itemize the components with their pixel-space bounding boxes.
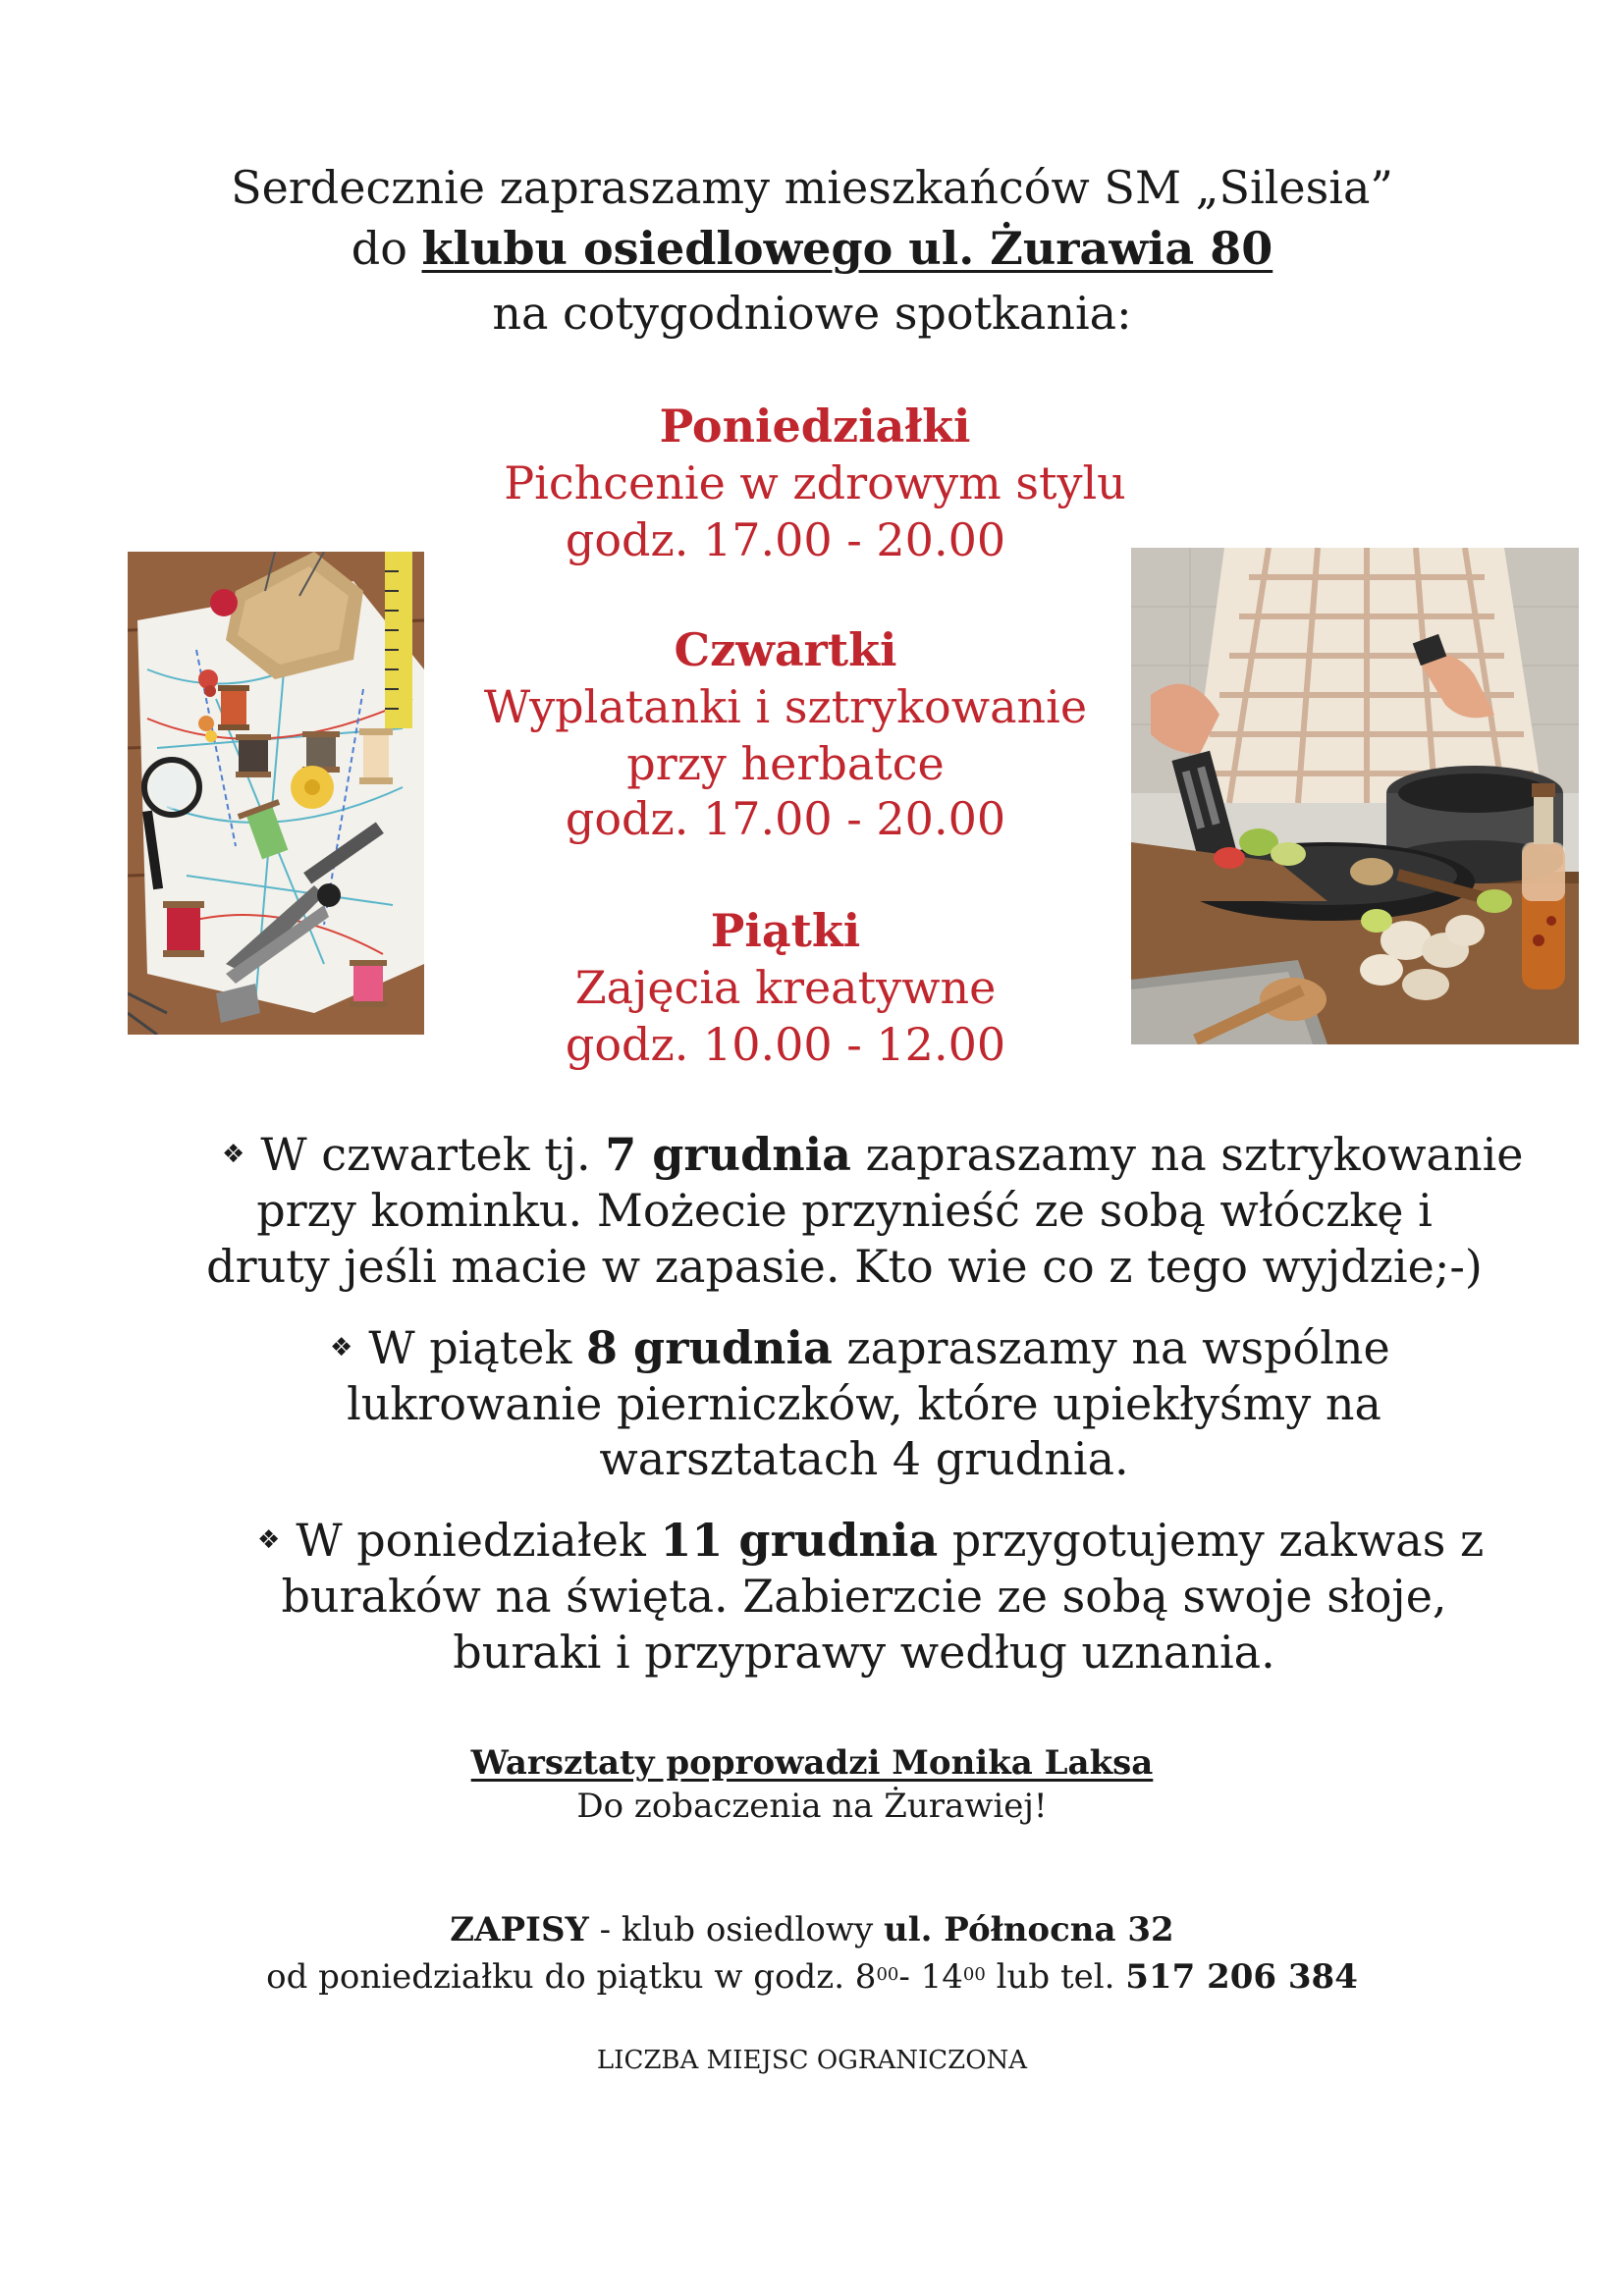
announcement-3-line-1: [257, 1513, 1484, 1573]
announcement-1-prefix: W czwartek tj.: [260, 1128, 606, 1181]
workshop-host: [0, 1741, 1624, 1785]
announcement-2-prefix: W piątek: [368, 1321, 587, 1374]
announcement-2-line-3: warsztatach 4 grudnia.: [599, 1432, 1129, 1485]
announcement-1-suffix: zapraszamy na sztrykowanie: [850, 1128, 1524, 1181]
greeting: Do zobaczenia na Żurawiej!: [576, 1787, 1048, 1826]
limited-seats: LICZBA MIEJSC OGRANICZONA: [596, 2046, 1028, 2075]
announcement-1-line-3: druty jeśli macie w zapasie. Kto wie co z tego wyjdzie;-): [206, 1240, 1483, 1293]
announcement-1-date: 7 grudnia: [605, 1128, 851, 1181]
sewing-supplies-image: [128, 552, 424, 1035]
announcement-1-line-1: [222, 1127, 1524, 1187]
intro-line-2-prefix: do: [351, 222, 422, 275]
announcement-3-suffix: przygotujemy zakwas z: [938, 1514, 1485, 1567]
intro-line-2: [0, 218, 1624, 279]
signup-line: [0, 1908, 1624, 1951]
monday-activity: Pichcenie w zdrowym stylu: [504, 456, 1126, 509]
phone-number: 517 206 384: [1125, 1957, 1358, 1997]
thursday-activity-line-2: przy herbatce: [626, 737, 945, 790]
friday-hours: godz. 10.00 - 12.00: [565, 1018, 1006, 1071]
diamond-bullet-icon: ❖: [257, 1524, 281, 1555]
monday-hours: godz. 17.00 - 20.00: [565, 513, 1006, 566]
hours-sup-1: 00: [876, 1964, 899, 1985]
friday-heading: Piątki: [710, 904, 861, 957]
thursday-heading: Czwartki: [674, 623, 897, 676]
announcement-2-date: 8 grudnia: [586, 1321, 833, 1374]
thursday-activity-line-1: Wyplatanki i sztrykowanie: [483, 680, 1088, 733]
cooking-image: [1131, 548, 1579, 1044]
signup-mid: - klub osiedlowy: [588, 1910, 884, 1949]
announcement-2-line-2: lukrowanie pierniczków, które upiekłyśmy na: [347, 1377, 1381, 1430]
intro-line-3: na cotygodniowe spotkania:: [492, 287, 1132, 340]
hours-prefix: od poniedziałku do piątku w godz. 8: [266, 1957, 877, 1997]
diamond-bullet-icon: ❖: [330, 1332, 353, 1362]
hours-mid: - 14: [898, 1957, 963, 1997]
announcement-1-line-2: przy kominku. Możecie przynieść ze sobą włóczkę i: [256, 1184, 1433, 1237]
signup-hours-line: [0, 1953, 1624, 1999]
announcement-2-line-1: [330, 1320, 1390, 1380]
club-address: klubu osiedlowego ul. Żurawia 80: [421, 222, 1273, 275]
announcement-3-line-3: buraki i przyprawy według uznania.: [453, 1626, 1275, 1679]
announcement-2-suffix: zapraszamy na wspólne: [832, 1321, 1390, 1374]
diamond-bullet-icon: ❖: [222, 1139, 245, 1169]
announcement-3-date: 11 grudnia: [660, 1514, 939, 1567]
friday-activity: Zajęcia kreatywne: [574, 961, 997, 1014]
hours-sup-2: 00: [962, 1964, 986, 1985]
signup-label: ZAPISY: [450, 1910, 589, 1949]
workshop-host-text: Warsztaty poprowadzi Monika Laksa: [470, 1743, 1154, 1783]
hours-suffix: lub tel.: [985, 1957, 1126, 1997]
announcement-3-prefix: W poniedziałek: [296, 1514, 661, 1567]
monday-heading: Poniedziałki: [659, 400, 971, 453]
thursday-hours: godz. 17.00 - 20.00: [565, 792, 1006, 845]
intro-line-1: Serdecznie zapraszamy mieszkańców SM „Silesia”: [231, 161, 1393, 214]
announcement-3-line-2: buraków na święta. Zabierzcie ze sobą swoje słoje,: [281, 1570, 1447, 1623]
signup-address: ul. Północna 32: [883, 1910, 1174, 1949]
